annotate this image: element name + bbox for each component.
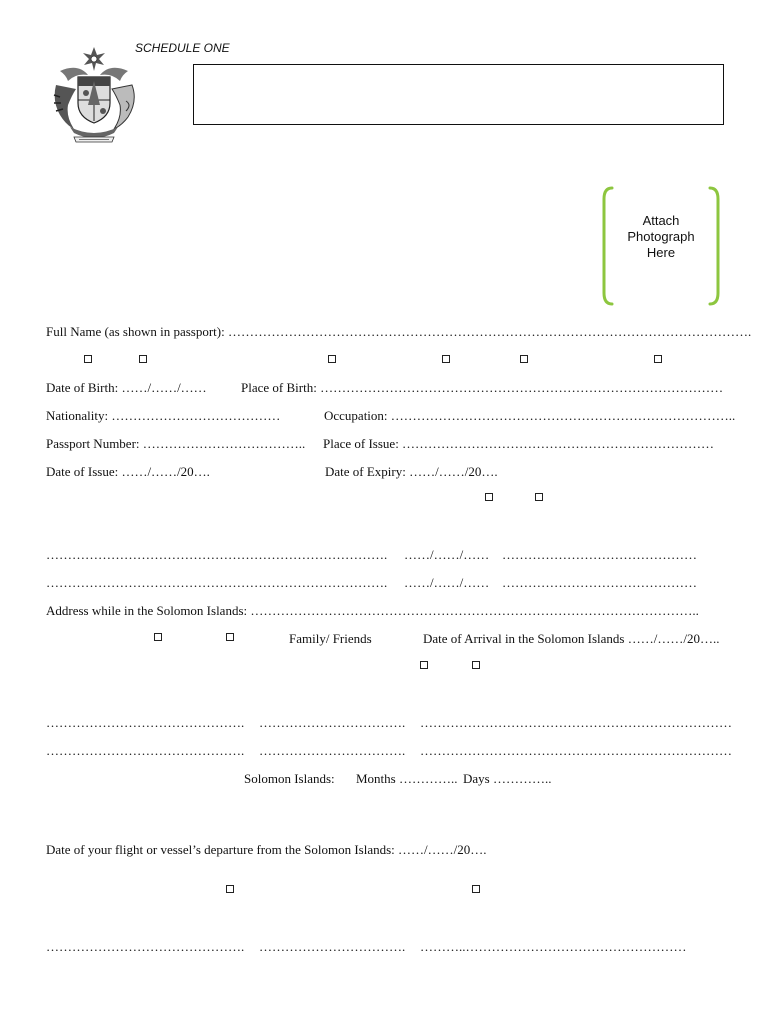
checkbox[interactable] [226,885,234,893]
days-field[interactable]: Days ………….. [463,771,552,786]
checkbox[interactable] [442,355,450,363]
place-of-issue-field[interactable]: Place of Issue: ……………………………………………………………… [323,436,715,451]
final-field[interactable]: ……………………………. [259,939,406,954]
schedule-label: SCHEDULE ONE [135,41,230,55]
family-friends-label: Family/ Friends [289,631,372,646]
checkbox[interactable] [84,355,92,363]
final-field[interactable]: ………..…………………………………………… [420,939,687,954]
passport-number-field[interactable]: Passport Number: ……………………………….. [46,436,306,451]
checkbox[interactable] [472,885,480,893]
checkbox[interactable] [420,661,428,669]
nationality-field[interactable]: Nationality: ………………………………… [46,408,281,423]
date-of-arrival-field[interactable]: Date of Arrival in the Solomon Islands ……/……/20….. [423,631,720,646]
checkbox[interactable] [472,661,480,669]
date-of-birth-field[interactable]: Date of Birth: ……/……/…… [46,380,207,395]
photo-label-line-2: Photograph [627,229,695,244]
date-of-issue-field[interactable]: Date of Issue: ……/……/20…. [46,464,210,479]
final-field[interactable]: ………………………………………. [46,939,245,954]
contact-field[interactable]: ………………………………………. [46,715,245,730]
header-box [193,64,724,125]
photo-label [606,213,716,261]
occupation-field[interactable]: Occupation: …………………………………………………………………….. [324,408,736,423]
full-name-field[interactable]: Full Name (as shown in passport): …………………………………………………………………………………………………………. [46,324,752,339]
stay-label: Solomon Islands: [244,771,335,786]
photo-label-line-3: Here [646,245,676,260]
dependant-name-field[interactable]: ……………………………………………………………………. [46,575,388,590]
checkbox[interactable] [520,355,528,363]
photo-label-line-1: Attach [642,213,680,228]
checkbox[interactable] [226,633,234,641]
coat-of-arms-crest [48,45,140,145]
checkbox[interactable] [485,493,493,501]
dependant-relation-field[interactable]: ……………………………………… [502,547,697,562]
checkbox[interactable] [535,493,543,501]
contact-field[interactable]: ………………………………………. [46,743,245,758]
checkbox[interactable] [328,355,336,363]
dependant-date-field[interactable]: ……/……/…… [404,575,490,590]
checkbox[interactable] [654,355,662,363]
place-of-birth-field[interactable]: Place of Birth: ………………………………………………………………………………… [241,380,724,395]
contact-field[interactable]: ……………………………………………………………… [420,715,732,730]
dependant-name-field[interactable]: ……………………………………………………………………. [46,547,388,562]
address-field[interactable]: Address while in the Solomon Islands: ………………………………………………………………………………………….. [46,603,699,618]
date-of-expiry-field[interactable]: Date of Expiry: ……/……/20…. [325,464,498,479]
checkbox[interactable] [154,633,162,641]
checkbox[interactable] [139,355,147,363]
dependant-date-field[interactable]: ……/……/…… [404,547,490,562]
contact-field[interactable]: ……………………………. [259,743,406,758]
contact-field[interactable]: ……………………………. [259,715,406,730]
dependant-relation-field[interactable]: ……………………………………… [502,575,697,590]
months-field[interactable]: Months ………….. [356,771,458,786]
contact-field[interactable]: ……………………………………………………………… [420,743,732,758]
departure-date-field[interactable]: Date of your flight or vessel’s departure from the Solomon Islands: ……/……/20…. [46,842,487,857]
